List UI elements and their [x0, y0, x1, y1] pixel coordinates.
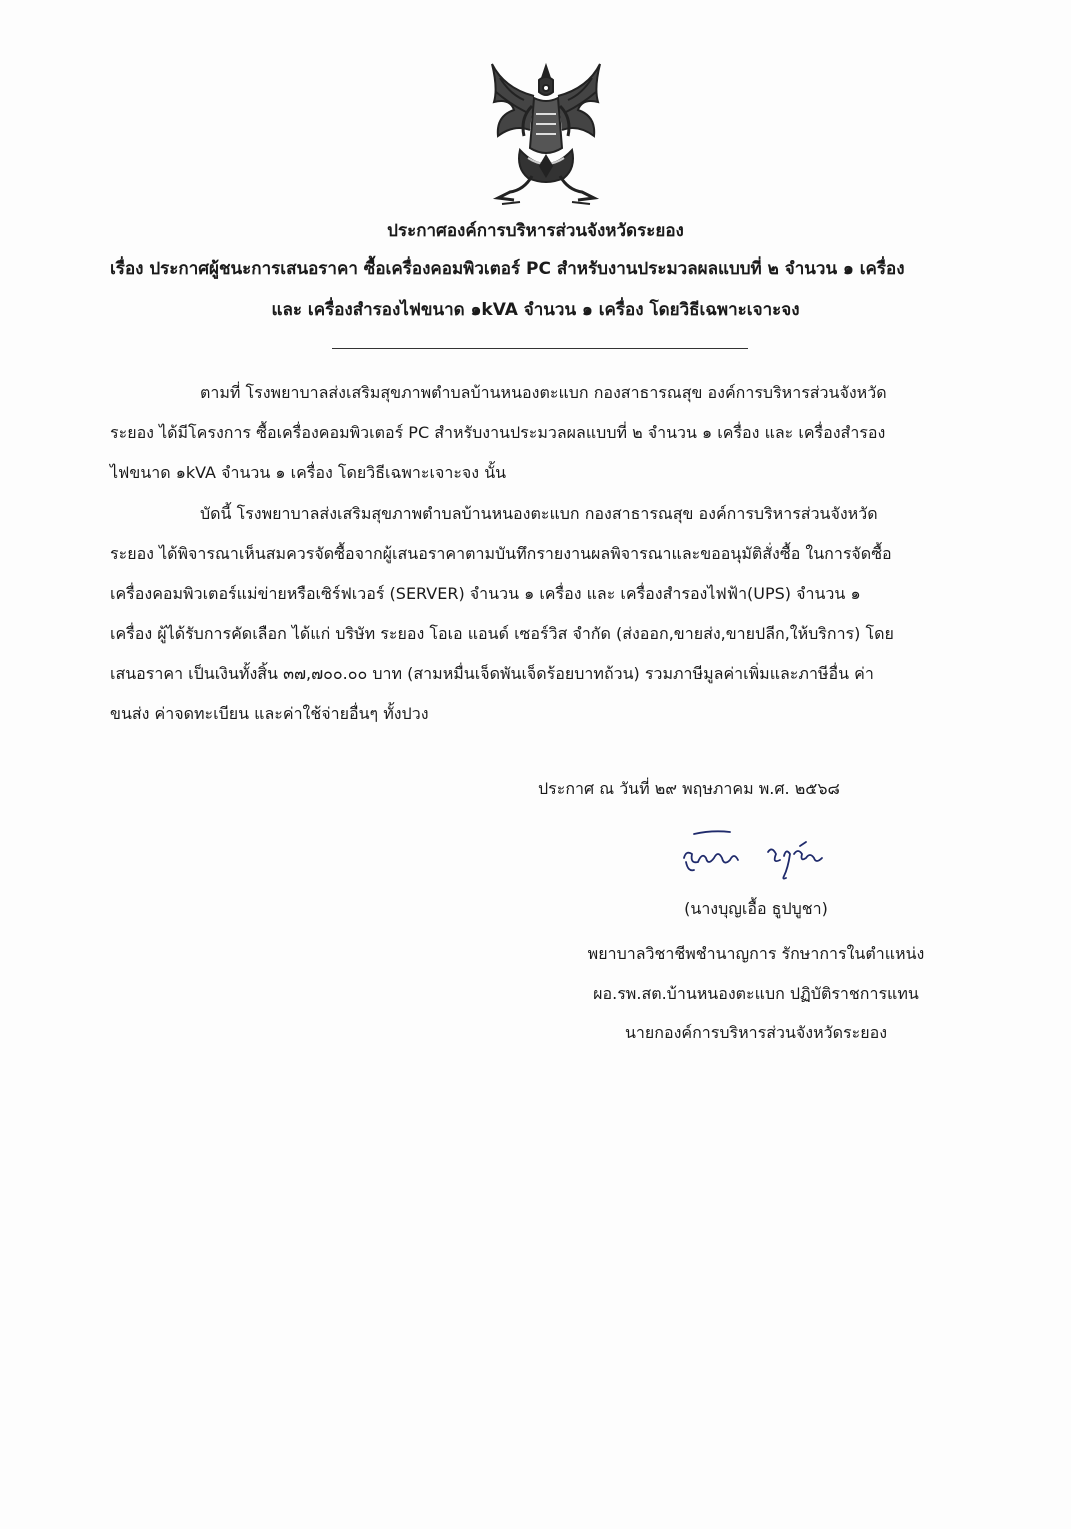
subject-line-2: และ เครื่องสำรองไฟขนาด ๑kVA จำนวน ๑ เครื่อง โดยวิธีเฉพาะเจาะจง [271, 300, 800, 320]
paragraph-1-line-1: ตามที่ โรงพยาบาลส่งเสริมสุขภาพตำบลบ้านหนองตะแบก กองสาธารณสุข องค์การบริหารส่วนจังหวัด [200, 383, 887, 402]
paragraph-2-line-6: ขนส่ง ค่าจดทะเบียน และค่าใช้จ่ายอื่นๆ ทั้งปวง [110, 704, 429, 723]
organization-title: ประกาศองค์การบริหารส่วนจังหวัดระยอง [387, 221, 684, 241]
paragraph-2-line-3: เครื่องคอมพิวเตอร์แม่ข่ายหรือเซิร์ฟเวอร์ (SERVER) จำนวน ๑ เครื่อง และ เครื่องสำรองไฟฟ้า(UPS) จำนวน ๑ [110, 584, 861, 603]
signatory-position-2: ผอ.รพ.สต.บ้านหนองตะแบก ปฏิบัติราชการแทน [593, 984, 919, 1003]
paragraph-2-line-1: บัดนี้ โรงพยาบาลส่งเสริมสุขภาพตำบลบ้านหนองตะแบก กองสาธารณสุข องค์การบริหารส่วนจังหวัด [200, 504, 878, 523]
paragraph-2-line-2: ระยอง ได้พิจารณาเห็นสมควรจัดซื้อจากผู้เสนอราคาตามบันทึกรายงานผลพิจารณาและขออนุมัติสั่งซื้อ ในการจัดซื้อ [110, 544, 892, 563]
signatory-name: (นางบุญเอื้อ ธูปบูชา) [684, 899, 828, 918]
subject-line-1: เรื่อง ประกาศผู้ชนะการเสนอราคา ซื้อเครื่องคอมพิวเตอร์ PC สำหรับงานประมวลผลแบบที่ ๒ จำนวน ๑ เครื่อง [110, 259, 905, 279]
garuda-emblem [484, 58, 608, 214]
announcement-date: ประกาศ ณ วันที่ ๒๙ พฤษภาคม พ.ศ. ๒๕๖๘ [538, 779, 840, 798]
signatory-position-3: นายกองค์การบริหารส่วนจังหวัดระยอง [624, 1023, 888, 1042]
paragraph-2-line-5: เสนอราคา เป็นเงินทั้งสิ้น ๓๗,๗๐๐.๐๐ บาท (สามหมื่นเจ็ดพันเจ็ดร้อยบาทถ้วน) รวมภาษีมูลค่าเพิ่มและภาษีอื่น ค่า [110, 664, 874, 683]
divider-line [332, 348, 748, 349]
paragraph-2-line-4: เครื่อง ผู้ได้รับการคัดเลือก ได้แก่ บริษัท ระยอง โอเอ แอนด์ เซอร์วิส จำกัด (ส่งออก,ขายส่ง,ขายปลีก,ให้บริการ) โดย [110, 624, 894, 643]
paragraph-1-line-3: ไฟขนาด ๑kVA จำนวน ๑ เครื่อง โดยวิธีเฉพาะเจาะจง นั้น [110, 463, 507, 482]
paragraph-1-line-2: ระยอง ได้มีโครงการ ซื้อเครื่องคอมพิวเตอร์ PC สำหรับงานประมวลผลแบบที่ ๒ จำนวน ๑ เครื่อง และ เครื่องสำรอง [110, 423, 886, 442]
handwritten-signature [672, 828, 842, 886]
signatory-position-1: พยาบาลวิชาชีพชำนาญการ รักษาการในตำแหน่ง [587, 944, 925, 963]
